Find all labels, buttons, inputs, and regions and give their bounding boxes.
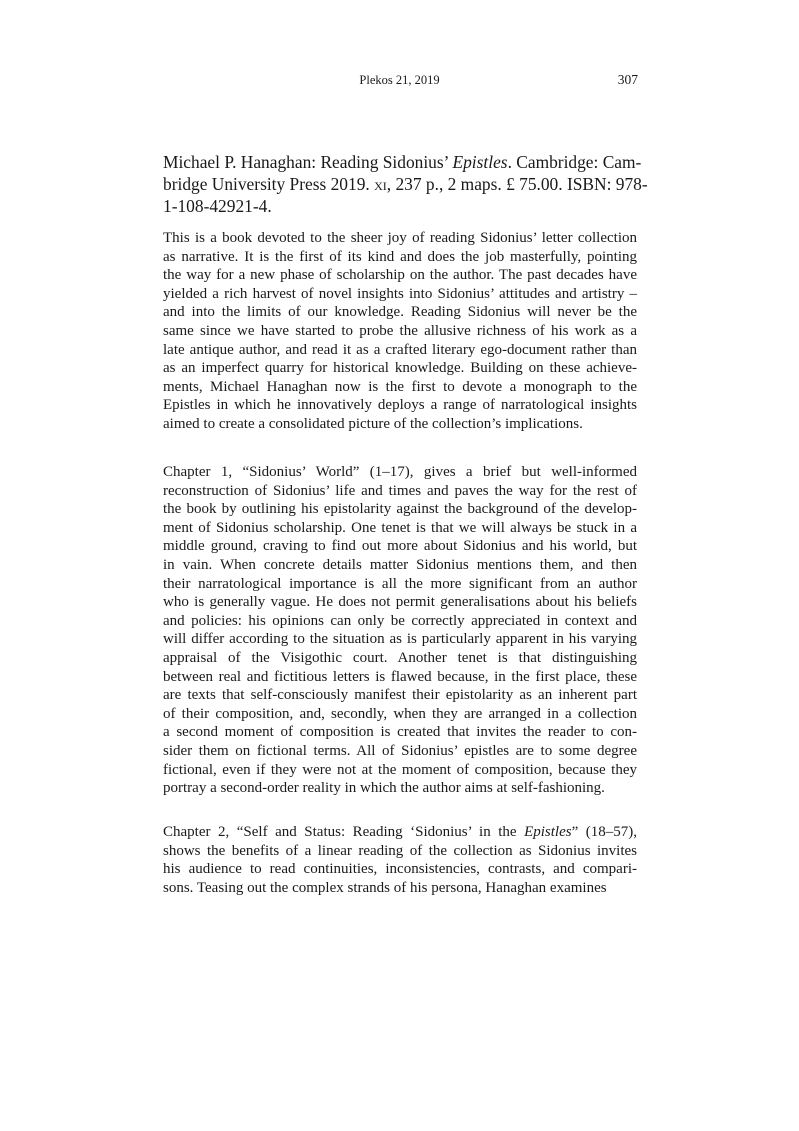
text-line: his audience to read continuities, inconsistencies, contrasts, and compari- (163, 861, 637, 878)
text-line: between real and fictitious letters is flawed because, in the first place, these (163, 668, 637, 685)
text-line: their narratological importance is all the more significant from an author (163, 575, 637, 592)
text-segment: Chapter 2, “Self and Status: Reading ‘Sidonius’ in the (163, 824, 525, 840)
text-segment: xi (374, 174, 387, 194)
text-line: ments, Michael Hanaghan now is the first to devote a monograph to the (163, 378, 637, 395)
text-line: Chapter 1, “Sidonius’ World” (1–17), gives a brief but well-informed (163, 464, 637, 480)
text-line (163, 823, 637, 842)
text-line: yielded a rich harvest of novel insights into Sidonius’ attitudes and artistry – (163, 285, 637, 302)
text-line: 1-108-42921-4. (163, 196, 272, 216)
text-segment: . Cambridge: Cam- (507, 152, 642, 172)
text-segment: ” (18–57), (571, 824, 637, 840)
text-segment: bridge University Press 2019. (163, 174, 375, 194)
text-line: same since we have started to probe the allusive richness of his work as a (163, 322, 637, 339)
text-line: are texts that self-consciously manifest their epistolarity as an inherent part (163, 687, 637, 704)
text-line: who is generally vague. He does not permit generalisations about his beliefs (163, 594, 637, 611)
text-line: a second moment of composition is created that invites the reader to con- (163, 724, 637, 741)
text-line: sons. Teasing out the complex strands of his persona, Hanaghan examines (163, 879, 607, 896)
text-line (163, 173, 648, 195)
text-line: fictional, even if they were not at the moment of composition, because they (163, 761, 637, 778)
text-line: the book by outlining his epistolarity against the background of the develop- (163, 501, 637, 518)
text-line: and policies: his opinions can only be correctly appreciated in context and (163, 612, 637, 629)
text-line: as narrative. It is the first of its kind and does the job masterfully, pointing (163, 248, 637, 265)
text-line: ment of Sidonius scholarship. One tenet is that we will always be stuck in a (163, 519, 637, 536)
text-line: in vain. When concrete details matter Sidonius mentions them, and then (163, 556, 637, 573)
paragraph-chapter-1 (163, 463, 637, 798)
text-line: aimed to create a consolidated picture of the collection’s implications. (163, 415, 583, 432)
text-line (163, 151, 642, 173)
text-line: late antique author, and read it as a crafted literary ego-document rather than (163, 341, 637, 358)
text-line: will differ according to the situation as is particularly apparent in his varying (163, 631, 637, 648)
paragraph-chapter-2 (163, 823, 637, 897)
text-line: sider them on fictional terms. All of Sidonius’ epistles are to some degree (163, 742, 637, 759)
italic-text: Epistles (452, 152, 508, 172)
text-line: the way for a new phase of scholarship on the author. The past decades have (163, 267, 637, 284)
text-line: Epistles in which he innovatively deploys a range of narratological insights (163, 397, 637, 414)
text-line: and into the limits of our knowledge. Reading Sidonius will never be the (163, 304, 637, 321)
text-line: appraisal of the Visigothic court. Another tenet is that distinguishing (163, 649, 637, 666)
text-segment: , 237 p., 2 maps. £ 75.00. ISBN: 978- (386, 174, 648, 194)
text-line: of their composition, and, secondly, when they are arranged in a collection (163, 705, 637, 722)
text-line: portray a second-order reality in which the author aims at self-fashioning. (163, 780, 605, 797)
text-line: shows the benefits of a linear reading of the collection as Sidonius invites (163, 842, 637, 859)
text-segment: Michael P. Hanaghan: Reading Sidonius’ (163, 152, 453, 172)
italic-text: Epistles (524, 824, 572, 840)
running-header-journal: Plekos 21, 2019 (359, 73, 440, 87)
text-line: reconstruction of Sidonius’ life and times and paves the way for the rest of (163, 482, 637, 499)
text-line: middle ground, craving to find out more about Sidonius and his world, but (163, 538, 637, 555)
review-title (163, 151, 648, 217)
paragraph-intro (163, 229, 637, 434)
text-line: as an imperfect quarry for historical knowledge. Building on these achieve- (163, 360, 637, 377)
text-line: This is a book devoted to the sheer joy of reading Sidonius’ letter collection (163, 230, 637, 246)
page-number: 307 (617, 72, 638, 87)
